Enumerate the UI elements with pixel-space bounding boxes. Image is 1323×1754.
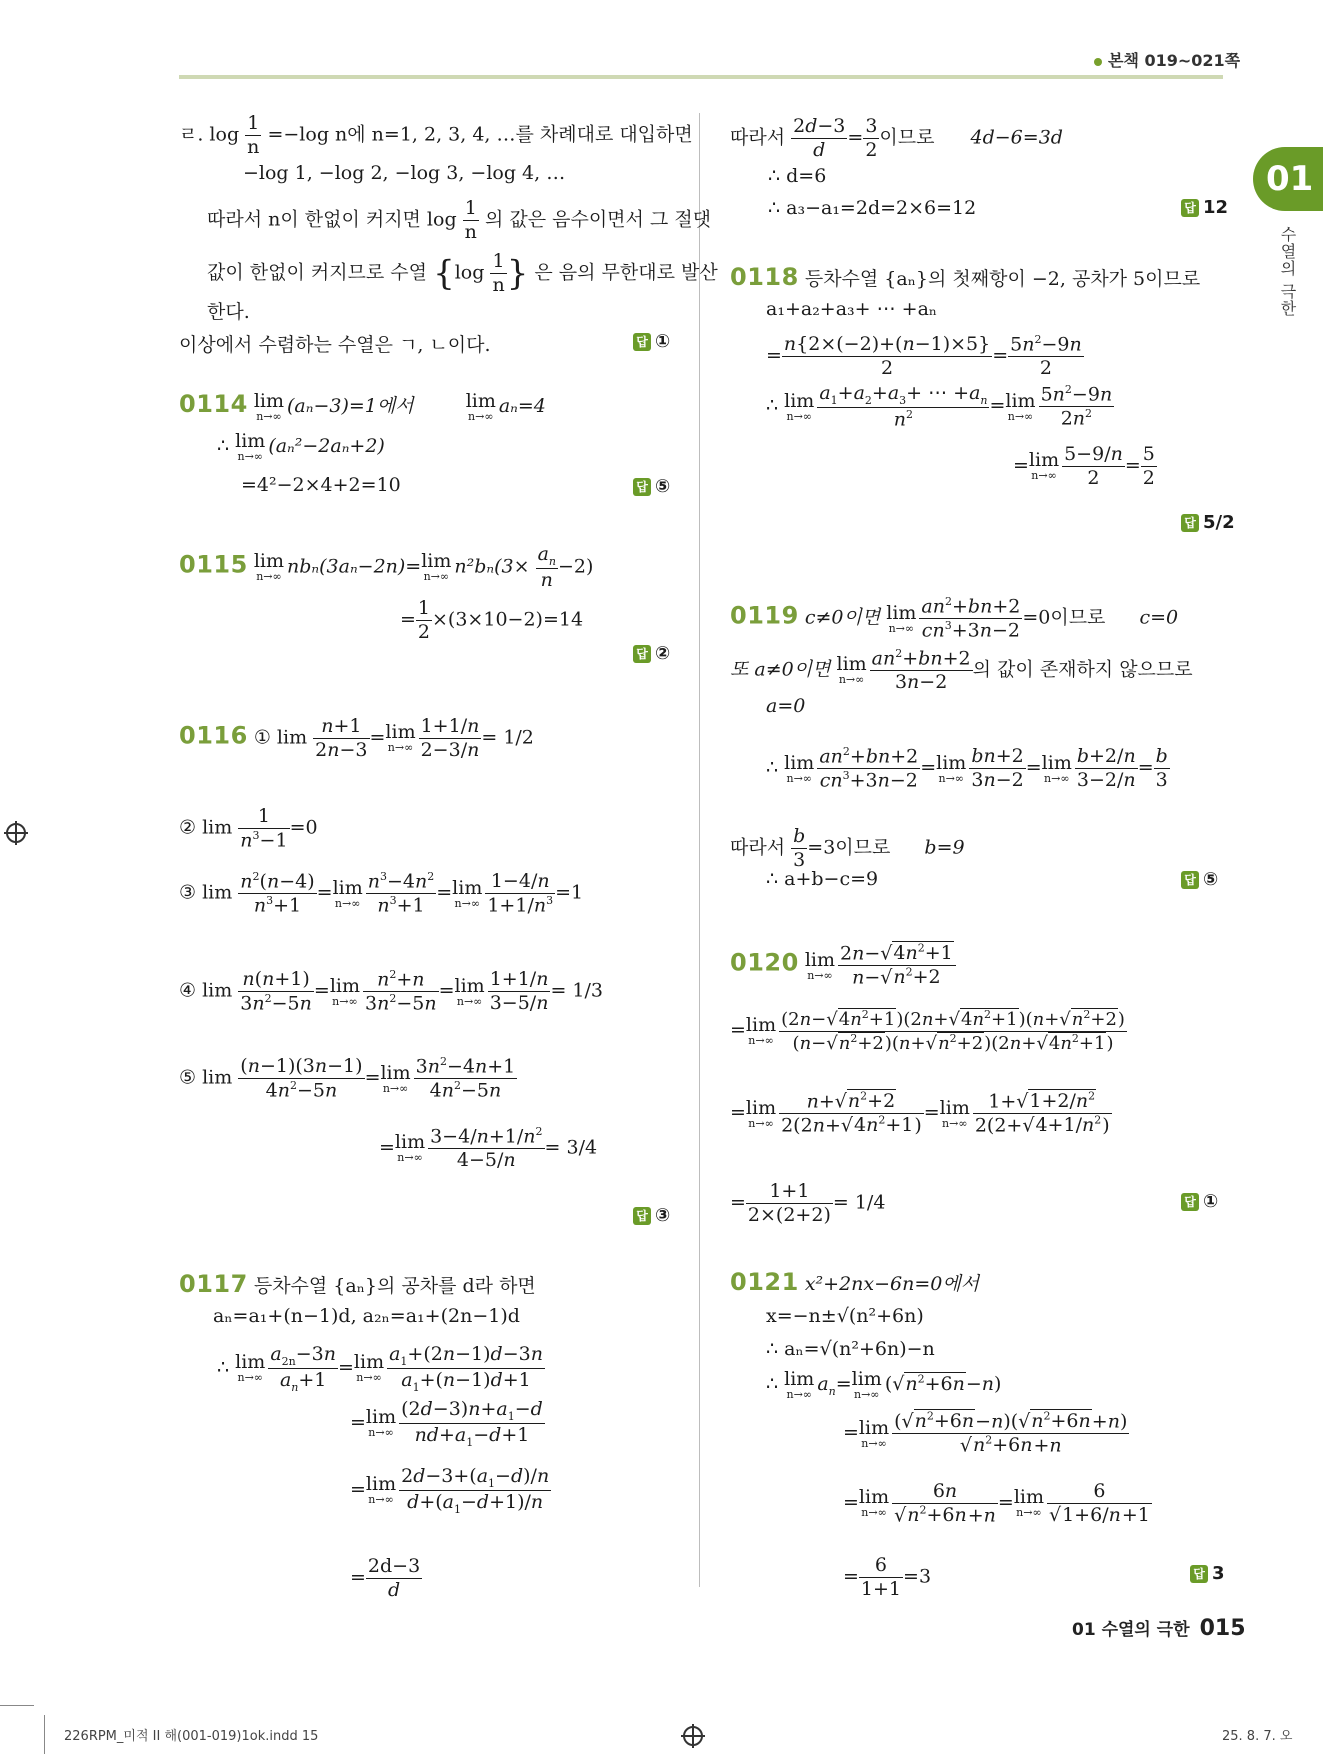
fraction: $\frac{1+1/n}{3-5/n}$ — [489, 968, 549, 1015]
answer-value: ② — [655, 643, 671, 664]
lim-operator: lim n→∞ — [1041, 751, 1072, 785]
line-text: aₙ=4 — [498, 395, 546, 417]
problem-0117-line-4: =lim n→∞ $\frac{(2d-3)n+a_1-d}{nd+a_1-d+1}$ — [350, 1398, 543, 1449]
answer-icon: 답 — [1181, 514, 1199, 532]
fraction: $\frac{n\{2\times(-2)+(n-1)\times 5\}}{2}$ — [783, 333, 991, 379]
intro-line-4 — [207, 250, 718, 297]
fraction: $\frac{n^2+n}{3n^2-5n}$ — [365, 968, 437, 1015]
problem-0120-line-3: =lim n→∞ $\frac{n+√n^2+2}{2(2n+√4n^2+1)}$ =lim n→∞ $\frac{1+√1+2/n^2}{2(2+√4+1/n^2)}$ — [730, 1090, 1110, 1137]
problem-0118-line-4: ∴ lim n→∞ $\frac{a_1+a_2+a_3+ \cdots +a_n}{n^2}$ =lim n→∞ $\frac{5n^2-9n}{2n^2}$ — [766, 382, 1113, 431]
lim-operator: lim n→∞ — [332, 876, 363, 910]
fraction: $\frac{b+2/n}{3-2/n}$ — [1076, 745, 1136, 792]
fraction: $\frac{5-9/n}{2}$ — [1064, 443, 1123, 489]
registration-mark-icon — [6, 823, 26, 843]
lim-operator: lim n→∞ — [1028, 449, 1060, 483]
line-text: =0이므로 — [1022, 606, 1106, 629]
fraction: $\frac{bn+2}{3n-2}$ — [971, 745, 1024, 792]
chapter-tab-label: 수열의 극한 — [1278, 226, 1297, 318]
lim-operator: lim n→∞ — [836, 653, 867, 687]
lim-operator: lim n→∞ — [235, 1351, 266, 1385]
problem-0119-line-6: ∴ a+b−c=9 — [766, 868, 879, 890]
lim-operator: lim n→∞ — [804, 948, 836, 982]
line-text: (aₙ²−2aₙ+2) — [268, 435, 385, 457]
lim-operator: lim n→∞ — [858, 1486, 890, 1520]
problem-0115 — [179, 543, 593, 592]
footer-chapter — [1072, 1615, 1246, 1641]
answer-badge — [1190, 1563, 1225, 1584]
fraction: $\frac{1+1}{2\times(2+2)}$ — [747, 1180, 831, 1226]
line-text: 따라서 — [730, 836, 786, 859]
intro-line-5: 한다. — [207, 301, 250, 323]
result-value: =1 — [555, 881, 584, 904]
item-label: ① lim — [253, 726, 308, 749]
lim-operator: lim n→∞ — [784, 1368, 815, 1401]
intro-line-1-prefix: ㄹ. log — [179, 123, 240, 146]
line-text: c≠0이면 — [804, 606, 881, 629]
problem-number: 0118 — [730, 263, 799, 291]
lim-operator: lim n→∞ — [385, 721, 416, 755]
fraction: $\frac{(√n^2+6n-n)(√n^2+6n+n)}{√n^2+6n+n}$ — [894, 1410, 1128, 1457]
intro-line-4-set: log — [454, 261, 485, 284]
answer-value: 12 — [1203, 197, 1229, 218]
lim-operator: lim n→∞ — [365, 1473, 397, 1507]
problem-0121-line-7: = $\frac{6}{1+1}$ =3 — [843, 1554, 932, 1600]
problem-0121 — [730, 1268, 979, 1296]
intro-line-1 — [179, 112, 693, 159]
lim-operator: lim n→∞ — [1013, 1486, 1044, 1520]
lim-operator: lim n→∞ — [851, 1368, 882, 1401]
answer-value: ① — [1203, 1191, 1219, 1212]
problem-0117-line-5: =lim n→∞ $\frac{2d-3+(a_1-d)/n}{d+(a_1-d+1)/n}$ — [350, 1465, 550, 1516]
fraction: $\frac{an^2+bn+2}{3n-2}$ — [871, 647, 971, 694]
answer-value: ① — [655, 331, 671, 352]
frac-num: 1 — [490, 250, 506, 274]
fraction: $\frac{(n-1)(3n-1)}{4n^2-5n}$ — [240, 1055, 363, 1102]
answer-badge — [1181, 1191, 1218, 1212]
answer-badge — [633, 643, 670, 664]
line-text: c=0 — [1139, 606, 1179, 629]
lim-operator: lim n→∞ — [365, 1406, 397, 1440]
line-text: x²+2nx−6n=0에서 — [804, 1273, 980, 1295]
problem-0120 — [730, 942, 956, 989]
item-label: ⑤ lim — [179, 1066, 233, 1089]
column-divider — [699, 113, 700, 1587]
carry-line-2: ∴ d=6 — [768, 165, 827, 187]
fraction: $\frac{6}{1+1}$ — [860, 1554, 902, 1600]
lim-operator: lim n→∞ — [858, 1416, 890, 1450]
problem-0120-line-4: = $\frac{1+1}{2\times(2+2)}$ = 1/4 — [730, 1180, 886, 1226]
lim-operator: lim n→∞ — [380, 1061, 411, 1095]
problem-0119-line-5 — [730, 825, 965, 872]
line-text: =3이므로 — [807, 836, 891, 859]
fraction: $\frac{n^3-4n^2}{n^3+1}$ — [367, 870, 435, 917]
line-text: 4d−6=3d — [970, 126, 1063, 149]
fraction: $\frac{3-4/n+1/n^2}{4-5/n}$ — [430, 1125, 543, 1172]
fraction: $\frac{5}{2}$ — [1142, 443, 1155, 489]
lim-operator: lim n→∞ — [936, 751, 967, 785]
fraction: $\frac{2n-√4n^2+1}{n-√n^2+2}$ — [838, 942, 956, 989]
line-text: nbₙ(3aₙ−2n)= — [287, 555, 422, 578]
problem-0116-item-3: ③ lim $\frac{n^2(n-4)}{n^3+1}$ =lim n→∞ $\frac{n^3-4n^2}{n^3+1}$ =lim n→∞ $\frac{1-4/n}{1+1/n^3}$ =1 — [179, 870, 584, 917]
book-reference-text: 본책 019~021쪽 — [1108, 51, 1241, 70]
item-label: ③ lim — [179, 881, 233, 904]
line-text: −2) — [558, 555, 594, 578]
problem-0116-item-5: ⑤ lim $\frac{(n-1)(3n-1)}{4n^2-5n}$ =lim n→∞ $\frac{3n^2-4n+1}{4n^2-5n}$ — [179, 1055, 516, 1102]
problem-0121-line-6: =lim n→∞ $\frac{6n}{√n^2+6n+n}$ =lim n→∞ $\frac{6}{√1+6/n+1}$ — [843, 1480, 1150, 1527]
fraction: $\frac{2d-3}{d}$ — [367, 1555, 421, 1601]
problem-0119-line-2 — [730, 647, 1193, 694]
result-value: =0 — [289, 816, 318, 839]
fraction: $\frac{n+1}{2n-3}$ — [315, 715, 368, 761]
bullet-icon — [1094, 58, 1102, 66]
crop-mark — [44, 1715, 45, 1754]
fraction: $\frac{5n^2-9n}{2n^2}$ — [1040, 382, 1113, 430]
answer-icon: 답 — [1190, 1565, 1208, 1583]
answer-value: 5/2 — [1203, 512, 1235, 533]
fraction: $\frac{5n^2-9n}{2}$ — [1010, 333, 1082, 380]
problem-0117 — [179, 1270, 536, 1298]
frac-den: n — [464, 220, 477, 243]
answer-badge — [1181, 512, 1235, 533]
problem-0116-item-4: ④ lim $\frac{n(n+1)}{3n^2-5n}$ =lim n→∞ $\frac{n^2+n}{3n^2-5n}$ =lim n→∞ $\frac{1+1/n}{3-5/n}$ = 1/3 — [179, 968, 603, 1015]
fraction: $\frac{n(n+1)}{3n^2-5n}$ — [240, 968, 312, 1015]
answer-icon: 답 — [1181, 871, 1199, 889]
lim-operator: lim n→∞ — [745, 1014, 777, 1048]
header-rule — [179, 75, 1223, 79]
footer-chapter-text: 01 수열의 극한 — [1072, 1620, 1190, 1640]
problem-0117-line-6: = $\frac{2d-3}{d}$ — [350, 1555, 421, 1601]
fraction: $\frac{(2n-√4n^2+1)(2n+√4n^2+1)(n+√n^2+2)}{(n-√n^2+2)(n+√n^2+2)(2n+√4n^2+1)}$ — [781, 1008, 1125, 1054]
lim-operator: lim n→∞ — [1005, 389, 1036, 423]
fraction: $\frac{a_{2n}-3n}{a_n+1}$ — [270, 1343, 336, 1394]
problem-0117-line-3: ∴ lim n→∞ $\frac{a_{2n}-3n}{a_n+1}$ =lim n→∞ $\frac{a_1+(2n-1)d-3n}{a_1+(n-1)d+1}$ — [217, 1343, 543, 1394]
line-text: b=9 — [924, 836, 965, 859]
fraction: $\frac{3}{2}$ — [865, 115, 878, 161]
answer-badge — [633, 476, 670, 497]
crop-mark — [0, 1705, 34, 1706]
answer-value: ③ — [655, 1205, 671, 1226]
line-text: 이므로 — [879, 126, 935, 149]
lim-operator: lim n→∞ — [745, 1096, 777, 1130]
fraction: $\frac{2d-3}{d}$ — [793, 115, 846, 161]
fraction — [463, 197, 479, 244]
fraction: $\frac{a_1+a_2+a_3+ \cdots +a_n}{n^2}$ — [819, 382, 988, 431]
registration-mark-icon — [683, 1726, 703, 1746]
problem-0121-line-5: =lim n→∞ $\frac{(√n^2+6n-n)(√n^2+6n+n)}{√n^2+6n+n}$ — [843, 1410, 1128, 1457]
lim-operator: lim n→∞ — [394, 1131, 426, 1165]
fraction: $\frac{n^2(n-4)}{n^3+1}$ — [240, 870, 315, 917]
answer-icon: 답 — [633, 1207, 651, 1225]
problem-0116-item-5-line-2: =lim n→∞ $\frac{3-4/n+1/n^2}{4-5/n}$ = 3/4 — [379, 1125, 598, 1172]
line-text: ×(3×10−2)=14 — [432, 608, 584, 631]
line-text: 따라서 — [730, 126, 786, 149]
fraction: $\frac{1}{n^3-1}$ — [240, 805, 288, 852]
line-text: 의 값이 존재하지 않으므로 — [972, 658, 1193, 681]
fraction: $\frac{b}{3}$ — [1155, 745, 1168, 792]
fraction: $\frac{6}{√1+6/n+1}$ — [1048, 1480, 1150, 1526]
answer-value: 3 — [1212, 1563, 1225, 1584]
answer-badge — [1181, 869, 1218, 890]
brace-close: } — [506, 253, 529, 294]
lim-operator: lim n→∞ — [465, 390, 496, 423]
intro-line-6: 이상에서 수렴하는 수열은 ㄱ, ㄴ이다. — [179, 334, 491, 356]
fraction: $\frac{a_1+(2n-1)d-3n}{a_1+(n-1)d+1}$ — [389, 1343, 543, 1394]
fraction: $\frac{1+1/n}{2-3/n}$ — [420, 715, 480, 761]
fraction: $\frac{a_n}{n}$ — [537, 543, 557, 591]
answer-icon: 답 — [633, 478, 651, 496]
answer-icon: 답 — [1181, 199, 1199, 217]
intro-line-4a: 값이 한없이 커지므로 수열 — [207, 261, 428, 284]
lim-operator: lim n→∞ — [452, 876, 483, 910]
problem-0119-line-3 — [766, 695, 805, 717]
problem-0114-line-3: =4²−2×4+2=10 — [241, 474, 401, 496]
frac-num: 1 — [245, 112, 261, 136]
frac-den: n — [247, 135, 260, 158]
problem-0120-line-2: =lim n→∞ $\frac{(2n-√4n^2+1)(2n+√4n^2+1)(n+√n^2+2)}{(n-√n^2+2)(n+√n^2+2)(2n+√4n^2+1)}$ — [730, 1008, 1125, 1054]
fraction: $\frac{1-4/n}{1+1/n^3}$ — [487, 870, 554, 917]
lim-operator: lim n→∞ — [421, 550, 452, 584]
result-value: 3/4 — [566, 1136, 598, 1159]
carry-line-3: ∴ a₃−a₁=2d=2×6=12 — [768, 197, 977, 219]
problem-0118-line-2: a₁+a₂+a₃+ ⋯ +aₙ — [766, 298, 938, 320]
answer-badge — [633, 1205, 670, 1226]
fraction: $\frac{1}{2}$ — [417, 597, 431, 643]
problem-0119 — [730, 595, 1178, 642]
problem-0118 — [730, 263, 1200, 291]
intro-line-4b: 은 음의 무한대로 발산 — [534, 261, 718, 284]
problem-0121-line-4: ∴ lim n→∞ $a_n=\lim$ n→∞ $(√n^2+6n-n)$ — [766, 1368, 1002, 1401]
fraction — [245, 112, 261, 159]
answer-badge — [1181, 197, 1228, 218]
fraction: $\frac{b}{3}$ — [793, 825, 806, 871]
intro-line-3 — [207, 197, 711, 244]
problem-0118-line-5: =lim n→∞ $\frac{5-9/n}{2}$ = $\frac{5}{2}$ — [1013, 443, 1155, 489]
result-value: 1/3 — [572, 979, 603, 1002]
lim-operator: lim n→∞ — [784, 751, 815, 785]
fraction: $\frac{2d-3+(a_1-d)/n}{d+(a_1-d+1)/n}$ — [401, 1465, 550, 1516]
page-number: 015 — [1199, 1616, 1246, 1641]
fraction: $\frac{1+√1+2/n^2}{2(2+√4+1/n^2)}$ — [974, 1090, 1110, 1137]
item-label: ② lim — [179, 816, 233, 839]
frac-num: 2d−3 — [367, 1555, 421, 1577]
problem-number: 0121 — [730, 1268, 799, 1296]
problem-0117-line-2: aₙ=a₁+(n−1)d, a₂ₙ=a₁+(2n−1)d — [213, 1305, 520, 1327]
lim-operator: lim n→∞ — [329, 974, 360, 1008]
lim-operator: lim n→∞ — [353, 1351, 385, 1385]
problem-0121-line-3: ∴ aₙ=√(n²+6n)−n — [766, 1338, 935, 1360]
result-value: =3 — [903, 1565, 932, 1588]
problem-0115-line-2: = $\frac{1}{2}$ ×(3×10−2)=14 — [400, 597, 584, 643]
fraction: $\frac{6n}{√n^2+6n+n}$ — [894, 1480, 996, 1527]
intro-line-1-rest: =−log n에 n=1, 2, 3, 4, …를 차례대로 대입하면 — [267, 123, 693, 146]
answer-icon: 답 — [633, 645, 651, 663]
chapter-tab-number: 01 — [1266, 159, 1314, 199]
problem-0114-line-2: ∴ lim n→∞ (aₙ²−2aₙ+2) — [217, 430, 385, 463]
chapter-tab — [1253, 147, 1323, 211]
lim-operator: lim n→∞ — [235, 430, 266, 463]
lim-operator: lim n→∞ — [253, 390, 285, 423]
lim-operator: lim n→∞ — [939, 1096, 970, 1130]
problem-number: 0119 — [730, 601, 799, 630]
frac-den: n — [492, 273, 505, 296]
problem-0116-item-1: 0116 ① lim $\frac{n+1}{2n-3}$ =lim n→∞ $\frac{1+1/n}{2-3/n}$ = 1/2 — [179, 715, 534, 761]
problem-0116-item-2 — [179, 805, 318, 852]
fraction: $\frac{n+√n^2+2}{2(2n+√4n^2+1)}$ — [781, 1090, 922, 1137]
problem-number: 0114 — [179, 390, 248, 418]
problem-number: 0116 — [179, 721, 248, 750]
lim-operator: lim n→∞ — [454, 974, 485, 1008]
answer-value: ⑤ — [655, 476, 671, 497]
line-text: n²bₙ(3× — [454, 555, 530, 578]
fraction: $\frac{3n^2-4n+1}{4n^2-5n}$ — [415, 1055, 516, 1102]
line-text: (aₙ−3)=1에서 — [287, 395, 414, 417]
problem-number: 0117 — [179, 1270, 248, 1298]
brace-open: { — [433, 253, 455, 294]
print-date: 25. 8. 7. 오 — [1222, 1729, 1293, 1744]
print-filename: 226RPM_미적 II 해(001-019)1ok.indd 15 — [64, 1729, 319, 1744]
answer-value: ⑤ — [1203, 869, 1219, 890]
problem-number: 0115 — [179, 550, 248, 579]
intro-line-2: −log 1, −log 2, −log 3, −log 4, … — [243, 162, 566, 184]
fraction: $\frac{(2d-3)n+a_1-d}{nd+a_1-d+1}$ — [401, 1398, 543, 1449]
problem-0121-line-2: x=−n±√(n²+6n) — [766, 1305, 924, 1327]
intro-line-3a: 따라서 n이 한없이 커지면 log — [207, 208, 457, 231]
fraction — [490, 250, 506, 297]
intro-line-3b: 의 값은 음수이면서 그 절댓 — [484, 208, 712, 231]
problem-0118-line-3: = $\frac{n\{2\times(-2)+(n-1)\times 5\}}{2}$ = $\frac{5n^2-9n}{2}$ — [766, 333, 1082, 380]
result-value: 1/2 — [503, 726, 534, 749]
lim-operator: lim n→∞ — [784, 389, 815, 423]
problem-number: 0120 — [730, 948, 799, 977]
problem-0119-line-4: ∴ lim n→∞ $\frac{an^2+bn+2}{cn^3+3n-2}$ =lim n→∞ $\frac{bn+2}{3n-2}$ =lim n→∞ $\frac{b+2/n}{3-2/n}$ = $\frac{b}{3}$ — [766, 745, 1168, 792]
line-text: 등차수열 {aₙ}의 공차를 d라 하면 — [253, 1275, 536, 1297]
problem-0114 — [179, 390, 546, 422]
fraction: $\frac{an^2+bn+2}{cn^3+3n-2}$ — [921, 595, 1021, 642]
answer-badge — [633, 331, 670, 352]
line-text: 또 a≠0이면 — [730, 658, 831, 681]
book-reference — [1094, 48, 1240, 71]
lim-operator: lim n→∞ — [886, 601, 917, 635]
line-text: a=0 — [766, 695, 806, 717]
fraction: $\frac{an^2+bn+2}{cn^3+3n-2}$ — [819, 745, 919, 792]
result-value: 1/4 — [854, 1191, 886, 1214]
item-label: ④ lim — [179, 979, 233, 1002]
answer-icon: 답 — [1181, 1193, 1199, 1211]
line-text: 등차수열 {aₙ}의 첫째항이 −2, 공차가 5이므로 — [804, 268, 1201, 290]
lim-operator: lim n→∞ — [253, 550, 285, 584]
frac-num: 1 — [463, 197, 479, 221]
carry-line-1: 따라서 $\frac{2d-3}{d}$ = $\frac{3}{2}$ 이므로 4d−6=3d — [730, 115, 1063, 161]
answer-icon: 답 — [633, 333, 651, 351]
